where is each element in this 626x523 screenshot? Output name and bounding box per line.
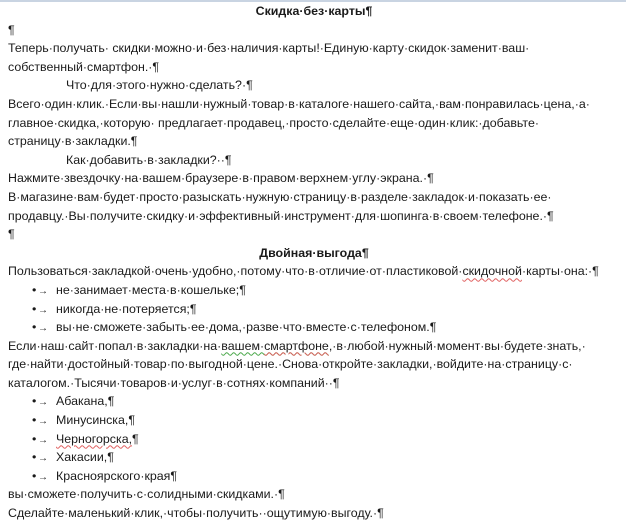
paragraph-line: Нажмите·звездочку·на·вашем·браузере·в·правом·верхнем·углу·экрана.·¶ <box>8 171 434 186</box>
bullet-icon: • <box>32 320 37 335</box>
misspelled-word[interactable]: Черногорска, <box>56 431 133 446</box>
misspelled-word[interactable]: смартфоне <box>264 338 329 353</box>
bullet-icon: • <box>32 431 37 446</box>
tab-arrow-icon: → <box>38 397 48 409</box>
tab-arrow-icon: → <box>38 434 48 446</box>
text-run: ,·в·любой·нужный·момент·вы·будете·знать,· <box>328 338 586 353</box>
paragraph-line <box>8 337 620 356</box>
bullet-item <box>8 318 620 337</box>
bullet-item <box>8 467 620 486</box>
paragraph-line: В·магазине·вам·будет·просто·разыскать·нужную·страницу·в·разделе·закладок·и·показать·ее· <box>8 189 552 204</box>
bullet-icon: • <box>32 450 37 465</box>
paragraph-line: Теперь·получать· скидки·можно·и·без·наличия·карты!·Единую·карту·скидок·заменит·ваш· <box>8 41 530 56</box>
bullet-text: Хакасии,¶ <box>56 450 114 465</box>
paragraph-line: главное·скидка,·которую· предлагает·продавец,·просто·сделайте·еще·один·клик:·добавьте· <box>8 115 539 130</box>
empty-paragraph: ¶ <box>8 227 15 242</box>
heading-discount-without-card: Скидка·без·карты¶ <box>255 4 373 18</box>
bullet-item <box>8 411 620 430</box>
bullet-item <box>8 300 620 319</box>
bullet-icon: • <box>32 282 37 297</box>
bullet-item <box>8 392 620 411</box>
paragraph-line: вы·сможете·получить·с·солидными·скидками.·¶ <box>8 487 285 502</box>
text-run: Если·наш·сайт·попал·в·закладки·на· <box>8 338 222 353</box>
text-run: Пользоваться·закладкой·очень·удобно,·потому·что·в·отличие·от·пластиковой· <box>8 264 463 279</box>
misspelled-word[interactable]: скидочной <box>462 264 522 279</box>
paragraph-line: собственный·смартфон.·¶ <box>8 59 160 74</box>
bullet-icon: • <box>32 394 37 409</box>
paragraph-line: страницу·в·закладки.¶ <box>8 134 138 149</box>
tab-arrow-icon: → <box>38 304 48 316</box>
tab-arrow-icon: → <box>38 471 48 483</box>
bullet-item <box>8 281 620 300</box>
document-page[interactable] <box>8 2 620 523</box>
tab-arrow-icon: → <box>38 416 48 428</box>
paragraph-line: каталогом.·Тысячи·товаров·и·услуг·в·сотнях·компаний··¶ <box>8 375 340 390</box>
bullet-text: никогда·не·потеряется;¶ <box>56 301 197 316</box>
bullet-text: Красноярского·края¶ <box>56 468 178 483</box>
bullet-item <box>8 448 620 467</box>
paragraph-line: где·найти·достойный·товар·по·выгодной·цене.·Снова·откройте·закладки,·войдите·на·страницу·с· <box>8 357 573 372</box>
heading-double-benefit: Двойная·выгода¶ <box>259 245 369 260</box>
bullet-icon: • <box>32 468 37 483</box>
paragraph-line: Сделайте·маленький·клик,·чтобы·получить··ощутимую·выгоду.·¶ <box>8 506 384 521</box>
bullet-icon: • <box>32 413 37 428</box>
grammar-word: вашем· <box>221 338 265 353</box>
bullet-text: вы·не·сможете·забыть·ее·дома,·разве·что·вместе·с·телефоном.¶ <box>56 320 437 335</box>
subheading-how-to-bookmark: Как·добавить·в·закладки?··¶ <box>66 152 232 167</box>
paragraph-line: Всего·один·клик.·Если·вы·нашли·нужный·товар·в·каталоге·нашего·сайта,·вам·понравилась·цена,·а· <box>8 96 590 111</box>
paragraph-line <box>8 262 620 281</box>
tab-arrow-icon: → <box>38 453 48 465</box>
text-run: ·карты·она:·¶ <box>521 264 599 279</box>
subheading-what-to-do: Что·для·этого·нужно·сделать?·¶ <box>66 78 253 93</box>
bullet-icon: • <box>32 301 37 316</box>
empty-paragraph: ¶ <box>8 22 15 37</box>
bullet-text: Абакана,¶ <box>56 394 115 409</box>
pilcrow: ¶ <box>132 431 139 446</box>
paragraph-line: продавцу.·Вы·получите·скидку·и·эффективный·инструмент·для·шопинга·в·своем·телефоне.·¶ <box>8 208 554 223</box>
bullet-text: не·занимает·места·в·кошельке;¶ <box>56 282 246 297</box>
tab-arrow-icon: → <box>38 323 48 335</box>
bullet-text: Минусинска,¶ <box>56 413 135 428</box>
grammar-flagged-text[interactable] <box>221 339 329 353</box>
tab-arrow-icon: → <box>38 285 48 297</box>
bullet-item <box>8 430 620 449</box>
